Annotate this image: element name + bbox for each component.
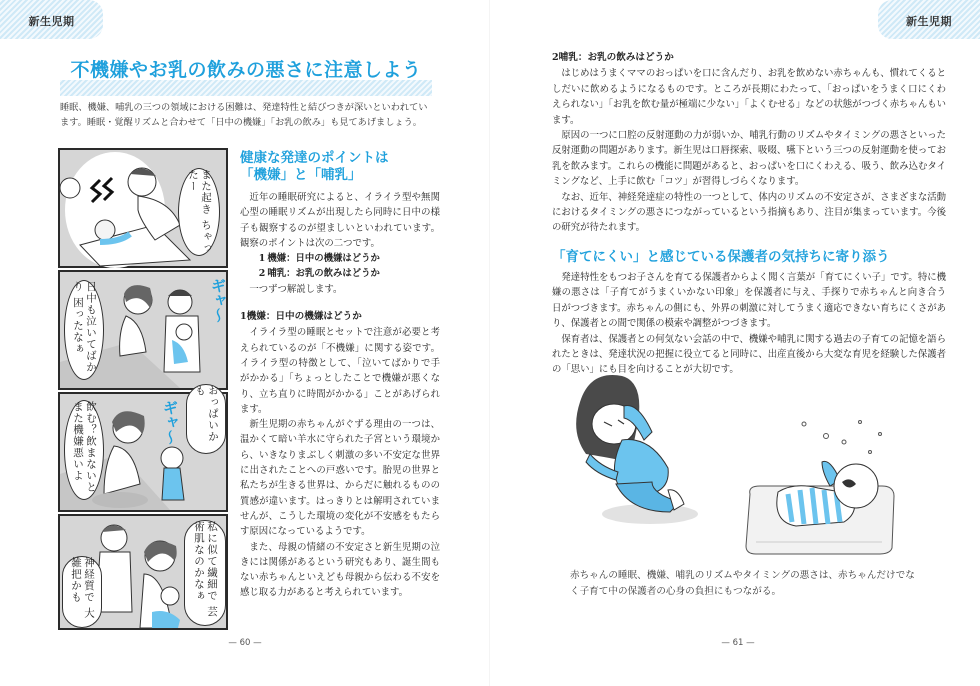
- point-text: 機嫌：日中の機嫌はどうか: [267, 253, 380, 265]
- comic-panel-1: [58, 148, 228, 268]
- speech-balloon: [178, 168, 220, 256]
- section-title-feeding: 2哺乳：お乳の飲みはどうか: [552, 52, 674, 63]
- four-panel-comic: [58, 148, 228, 630]
- comic-panel-4: [58, 514, 228, 630]
- speech-balloon: [64, 400, 104, 500]
- title-underline-band: [60, 80, 432, 96]
- crying-baby-figure: [746, 421, 894, 555]
- paragraph: 新生児期の赤ちゃんがぐずる理由の一つは、温かくて暗い羊水に守られた子宮という環境から、いきなりまぶしく刺激の多い不安定な世界に出されたことへの戸惑いです。胎児の世界と私たちが生きる世界は、からだに触れるものの質感が違います。はっきりとは解明されていませんが、こうした環境の変化が不安感をもたらす原因になっているようです。: [240, 419, 440, 538]
- page-number: — 61 —: [721, 638, 755, 648]
- section-tab-left: [0, 0, 103, 39]
- point-number: 2: [258, 268, 266, 280]
- comic-panel-3: [58, 385, 228, 512]
- distressed-mother-figure: [576, 375, 698, 524]
- section-tab-right: [878, 0, 980, 39]
- balloon-text: また起き ちゃったー: [187, 169, 212, 254]
- illustration-mother-and-crying-baby: [560, 362, 900, 557]
- subheading-healthy-development: [240, 150, 440, 184]
- speech-balloon: [186, 384, 226, 454]
- speech-balloon: [62, 556, 102, 628]
- point-number: 1: [258, 253, 266, 265]
- balloon-text: 神経質で 大雑把かも: [70, 557, 95, 619]
- subheading-line-1: 健康な発達のポイントは: [240, 150, 389, 166]
- paragraph: 近年の睡眠研究によると、イライラ型や無関心型の睡眠リズムが出現したら同時に日中の様子も観察するのが望ましいといわれています。観察のポイントは次の二つです。: [240, 192, 440, 249]
- right-text-column: [552, 50, 946, 378]
- speech-balloon: [64, 280, 104, 380]
- paragraph: 発達特性をもつお子さんを育てる保護者からよく聞く言葉が「育てにくい子」です。特に機嫌の悪さは「子育てがうまくいかない印象」を保護者に与え、手探りで赤ちゃんと向き合う日がつづきます。赤ちゃんの側にも、外界の刺激に対してうまく適応できない育ちにくさがあり、保護者との間で関係の模索や調整がつづきます。: [552, 271, 946, 330]
- speech-balloon: [184, 520, 226, 626]
- paragraph: はじめはうまくママのおっぱいを口に含んだり、お乳を飲めない赤ちゃんも、慣れてくるとしだいに飲めるようになるものです。ところが長期にわたって、「おっぱいをうまく口にくわえられない」「お乳を飲む量が極端に少ない」「よくむせる」などの状態がつづく赤ちゃんもいます。: [552, 68, 946, 126]
- point-item-1: [240, 251, 440, 266]
- body-text: [552, 50, 946, 236]
- crying-sound-effect: ギャ〜: [161, 400, 179, 445]
- paragraph: 一つずつ解説します。: [249, 283, 343, 295]
- left-text-column: [240, 150, 440, 601]
- paragraph: 原因の一つに口腔の反射運動の力が弱いか、哺乳行動のリズムやタイミングの悪さといった反射運動の問題があります。新生児は口唇探索、吸啜、嚥下という三つの反射運動を使ってお乳を飲みます。これらの機能に問題があると、おっぱいを口にくわえる、吸う、飲み込むタイミングなど、上手に飲む「コツ」が習得しづらくなります。: [552, 130, 946, 188]
- balloon-text: 日中も泣いてばかり 困ったなぁ: [72, 281, 97, 373]
- paragraph: また、母親の情緒の不安定さと新生児期の泣きには関係があるという研究もあり、誕生間もない赤ちゃんといえども母親から伝わる不安を感じ取る力があると考えられています。: [240, 541, 440, 599]
- point-item-2: [240, 266, 440, 281]
- balloon-text: 飲む？飲まないと また機嫌悪いよ: [72, 401, 97, 493]
- paragraph: 保育者は、保護者との何気ない会話の中で、機嫌や哺乳に関する過去の子育ての記憶を語られたときは、発達状況の把握に役立てると同時に、出産直後から大変な育児を経験した保護者の「思い」にも目を向けることが大切です。: [552, 333, 946, 376]
- section-tab-label: 新生児期: [28, 15, 75, 28]
- crying-sound-effect: ギャ〜: [209, 278, 227, 323]
- paragraph: イライラ型の睡眠とセットで注意が必要と考えられているのが「不機嫌」に関する姿です。イライラ型の特徴として、「泣いてばかりで手がかかる」「ちょっとしたことで機嫌が悪くなり、立ち直りに時間がかかる」ことがあげられます。: [240, 327, 440, 415]
- page-number: — 60 —: [228, 638, 262, 648]
- illustration-caption: 赤ちゃんの睡眠、機嫌、哺乳のリズムやタイミングの悪さは、赤ちゃんだけでなく子育て中の保護者の心身の負担にもつながる。: [570, 570, 915, 597]
- page-title-block: [60, 58, 432, 82]
- page-title: 不機嫌やお乳の飲みの悪さに注意しよう: [70, 59, 422, 81]
- intro-text: 睡眠、機嫌、哺乳の三つの領域における困難は、発達特性と結びつきが深いといわれています。睡眠・覚醒リズムと合わせて「日中の機嫌」「お乳の飲み」も見てあげましょう。: [60, 102, 428, 128]
- subheading-line-2: 「機嫌」と「哺乳」: [240, 167, 362, 183]
- paragraph: なお、近年、神経発達症の特性の一つとして、体内のリズムの不安定さが、さまざまな活動におけるタイミングの悪さにつながっているという指摘もあり、注目が集まっています。今後の研究が待たれます。: [552, 191, 946, 234]
- point-text: 哺乳：お乳の飲みはどうか: [267, 268, 380, 280]
- section-tab-label: 新生児期: [906, 15, 952, 28]
- comic-panel-2: [58, 270, 228, 390]
- balloon-text: 私に似て繊細で 芸術肌なのかなぁ: [193, 521, 218, 618]
- body-text: [240, 190, 440, 601]
- section-title-mood: 1機嫌：日中の機嫌はどうか: [240, 311, 362, 323]
- subheading-support-parents: 「育てにくい」と感じている保護者の気持ちに寄り添う: [552, 248, 890, 265]
- balloon-text: おっぱいかも: [194, 385, 219, 443]
